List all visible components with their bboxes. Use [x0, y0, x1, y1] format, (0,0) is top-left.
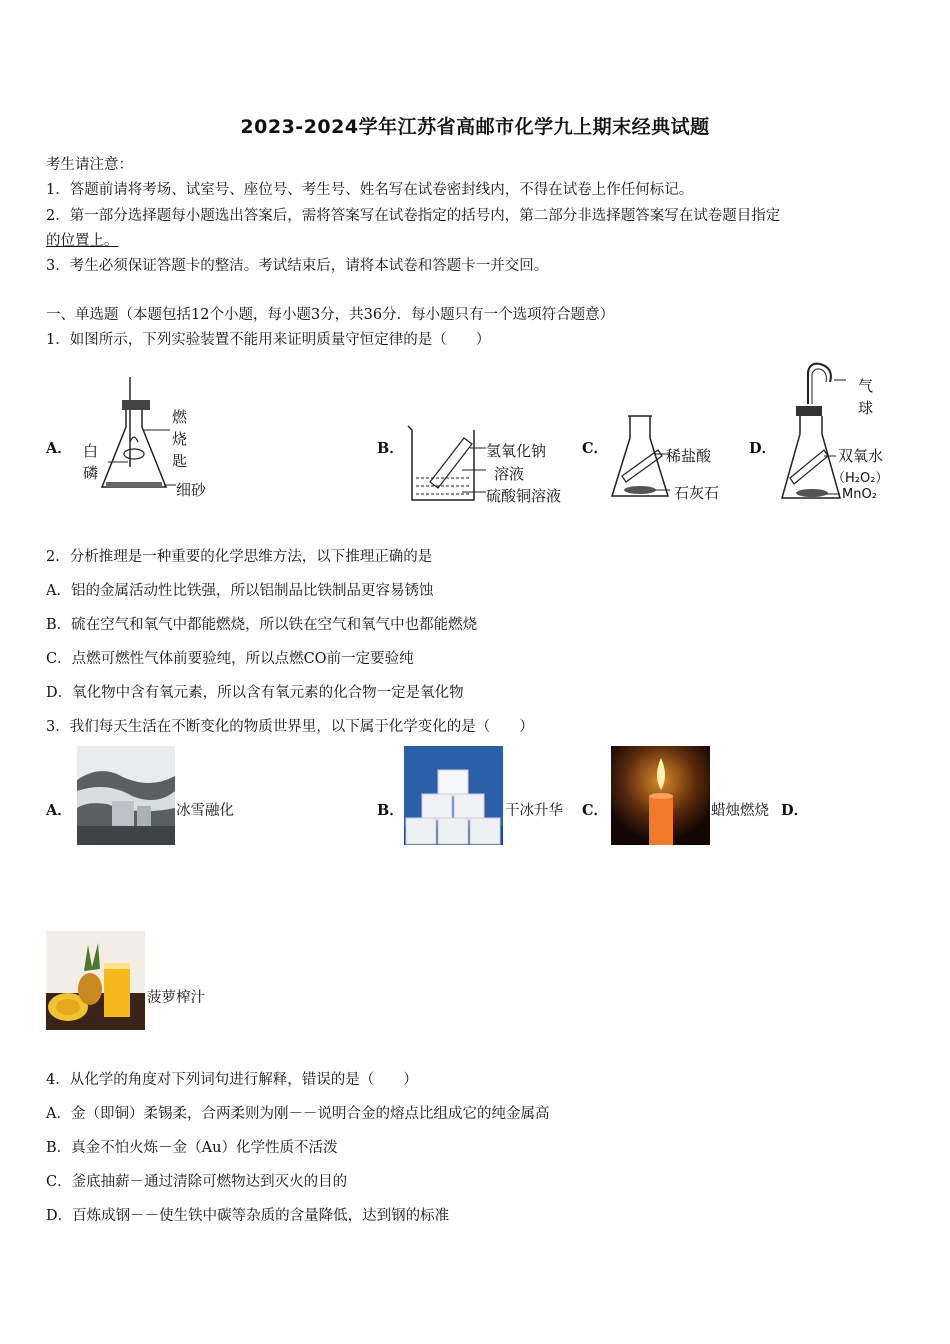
q3-stem: 3．我们每天生活在不断变化的物质世界里，以下属于化学变化的是（ ）	[46, 719, 534, 735]
q1-stem: 1．如图所示，下列实验装置不能用来证明质量守恒定律的是（ ）	[46, 332, 491, 348]
q2-option-c: C．点燃可燃性气体前要验纯，所以点燃CO前一定要验纯	[46, 651, 414, 667]
q4-stem: 4．从化学的角度对下列词句进行解释，错误的是（ ）	[46, 1072, 418, 1088]
q1-d-label-balloon2: 球	[858, 399, 874, 417]
q1-a-label-burn2: 烧	[172, 430, 188, 448]
notice-item-2: 2．第一部分选择题每小题选出答案后，需将答案写在试卷指定的括号内，第二部分非选择题答案写在试卷题目指定	[46, 208, 781, 224]
q3-image-pineapple-juice	[46, 931, 145, 1030]
q1-d-label-formula: （H₂O₂）	[832, 471, 889, 486]
notice-heading: 考生请注意：	[46, 157, 133, 173]
q3-option-a-text: 冰雪融化	[176, 803, 234, 819]
q1-d-label-h2o2: 双氧水	[838, 447, 884, 465]
q3-image-candle	[611, 746, 710, 845]
q4-option-b: B．真金不怕火炼－金（Au）化学性质不活泼	[46, 1140, 338, 1156]
notice-item-2-cont: 的位置上。	[46, 233, 119, 249]
q3-image-dry-ice	[404, 746, 503, 845]
q2-option-d: D．氧化物中含有氧元素，所以含有氧元素的化合物一定是氧化物	[46, 685, 464, 701]
q1-d-label-balloon1: 气	[858, 377, 874, 395]
q2-stem: 2．分析推理是一种重要的化学思维方法，以下推理正确的是	[46, 549, 433, 565]
q1-c-label-hcl: 稀盐酸	[666, 447, 712, 465]
q1-c-label-limestone: 石灰石	[674, 484, 720, 502]
q1-d-label-mno2: MnO₂	[842, 487, 877, 502]
q1-b-label-cuso4: 硫酸铜溶液	[486, 487, 562, 505]
q1-a-label-burn1: 燃	[172, 408, 188, 426]
q1-b-label-solution: 溶液	[494, 465, 525, 483]
q3-option-a-letter: A．	[46, 802, 72, 819]
q1-option-b-letter: B．	[377, 440, 404, 457]
q2-option-b: B．硫在空气和氧气中都能燃烧，所以铁在空气和氧气中也都能燃烧	[46, 617, 478, 633]
q1-a-label-white1: 白	[83, 442, 99, 460]
q1-option-c-letter: C．	[582, 440, 609, 457]
q1-a-label-sand: 细砂	[176, 481, 207, 499]
q1-a-label-white2: 磷	[83, 464, 99, 482]
q3-option-b-letter: B．	[377, 802, 404, 819]
q1-option-a-letter: A．	[46, 440, 72, 457]
q4-option-c: C．釜底抽薪－通过清除可燃物达到灭火的目的	[46, 1174, 348, 1190]
q3-option-d-letter: D．	[781, 802, 809, 819]
q3-option-b-text: 干冰升华	[505, 803, 563, 819]
q4-option-a: A．金（即铜）柔锡柔，合两柔则为刚－－说明合金的熔点比组成它的纯金属高	[46, 1106, 550, 1122]
q4-option-d: D．百炼成钢－－使生铁中碳等杂质的含量降低，达到钢的标准	[46, 1208, 450, 1224]
q3-option-c-text: 蜡烛燃烧	[711, 803, 769, 819]
q3-image-snow-melting	[77, 746, 175, 845]
q1-b-label-naoh: 氢氧化钠	[486, 442, 547, 460]
q3-option-c-letter: C．	[582, 802, 609, 819]
page-title: 2023-2024学年江苏省高邮市化学九上期末经典试题	[240, 116, 710, 138]
q2-option-a: A．铝的金属活动性比铁强，所以铝制品比铁制品更容易锈蚀	[46, 583, 434, 599]
q1-option-d-letter: D．	[749, 440, 777, 457]
notice-item-3: 3．考生必须保证答题卡的整洁。考试结束后，请将本试卷和答题卡一并交回。	[46, 258, 549, 274]
section-heading: 一、单选题（本题包括12个小题，每小题3分，共36分．每小题只有一个选项符合题意）	[46, 307, 615, 323]
notice-item-1: 1．答题前请将考场、试室号、座位号、考生号、姓名写在试卷密封线内，不得在试卷上作任何标记。	[46, 182, 694, 198]
q1-apparatus-b	[402, 420, 492, 505]
q1-a-label-spoon: 匙	[172, 452, 188, 470]
q3-option-d-text: 菠萝榨汁	[147, 990, 205, 1006]
